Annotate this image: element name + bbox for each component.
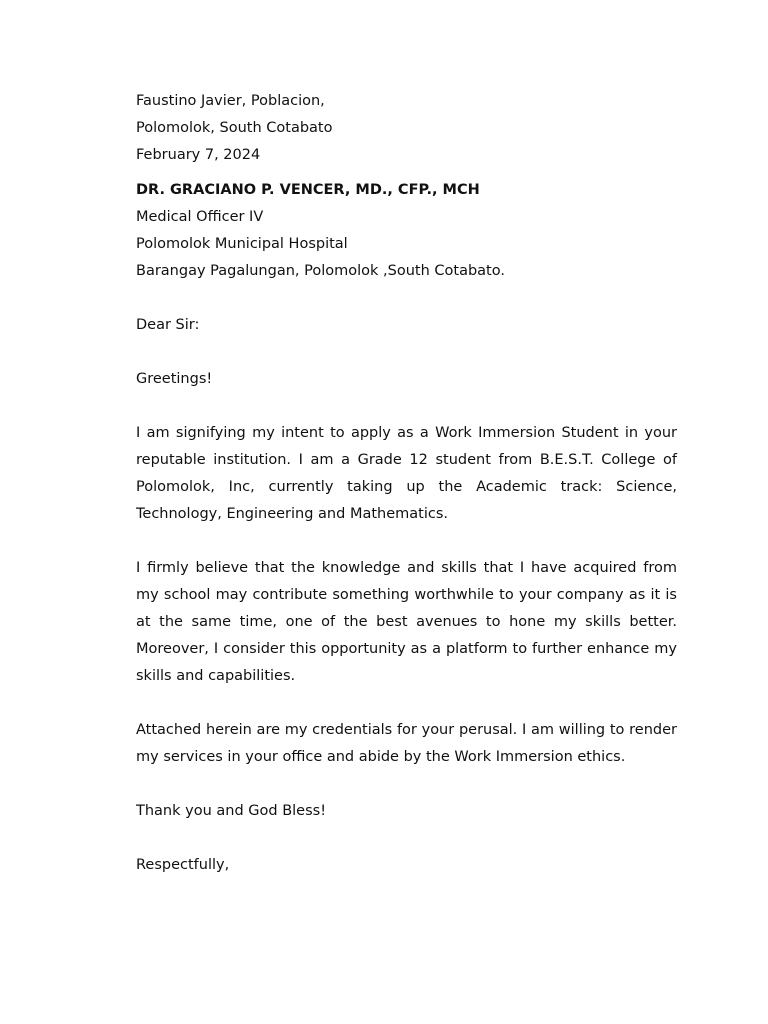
recipient-organization: Polomolok Municipal Hospital [136, 236, 348, 252]
recipient-title: Medical Officer IV [136, 209, 264, 225]
salutation: Dear Sir: [136, 317, 200, 333]
body-paragraph-3: Attached herein are my credentials for your perusal. I am willing to render my services in your office and abide by the Work Immersion ethics. [136, 722, 677, 765]
greeting: Greetings! [136, 371, 213, 387]
letter-body [136, 88, 677, 879]
sender-block [136, 88, 677, 169]
body-paragraph-2: I firmly believe that the knowledge and skills that I have acquired from my school may contribute something worthwhile to your company as it is at the same time, one of the best avenues to hone my skills better. Moreover, I consider this opportunity as a platform to further enhance my skills and capabilities. [136, 560, 677, 684]
recipient-name: DR. GRACIANO P. VENCER, MD., CFP., MCH [136, 182, 480, 198]
body-paragraph-1: I am signifying my intent to apply as a Work Immersion Student in your reputable institution. I am a Grade 12 student from B.E.S.T. College of Polomolok, Inc, currently taking up the Academic track: Science, Technology, Engineering and Mathematics. [136, 425, 677, 522]
recipient-address: Barangay Pagalungan, Polomolok ,South Cotabato. [136, 263, 505, 279]
closing-line: Respectfully, [136, 857, 230, 873]
sender-address-line2: Polomolok, South Cotabato [136, 120, 333, 136]
thanks-line: Thank you and God Bless! [136, 803, 327, 819]
letter-date: February 7, 2024 [136, 147, 261, 163]
sender-address-line1: Faustino Javier, Poblacion, [136, 93, 325, 109]
recipient-block [136, 177, 677, 285]
